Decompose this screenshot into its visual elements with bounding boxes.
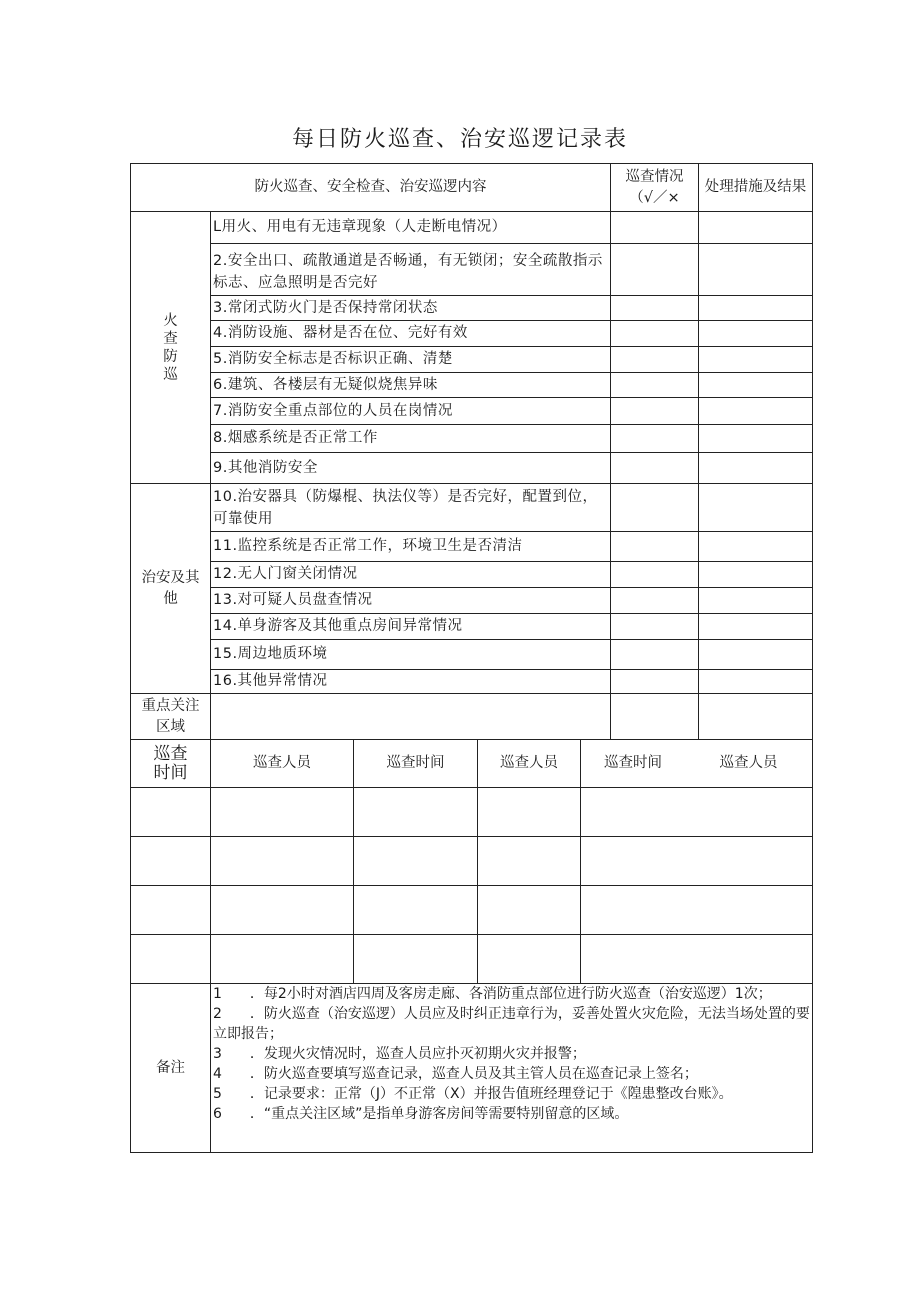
roster-cell[interactable] xyxy=(478,788,581,837)
remark-6: 6 ．“重点关注区域”是指单身游客房间等需要特别留意的区域。 xyxy=(213,1106,629,1122)
security-item-11-measures[interactable] xyxy=(699,532,813,562)
security-item-13-status[interactable] xyxy=(611,588,699,614)
patrol-col-5: 巡查人员 xyxy=(685,740,813,788)
fire-item-5-status[interactable] xyxy=(611,347,699,373)
roster-cell[interactable] xyxy=(581,886,813,935)
roster-cell[interactable] xyxy=(354,935,478,984)
fire-item-9: 9.其他消防安全 xyxy=(211,453,611,484)
fire-item-2-status[interactable] xyxy=(611,244,699,296)
fire-item-4-status[interactable] xyxy=(611,321,699,347)
security-item-15-status[interactable] xyxy=(611,640,699,670)
security-item-11-status[interactable] xyxy=(611,532,699,562)
roster-cell[interactable] xyxy=(581,935,813,984)
security-item-14-measures[interactable] xyxy=(699,614,813,640)
fire-item-7: 7.消防安全重点部位的人员在岗情况 xyxy=(211,398,611,425)
fire-item-8-status[interactable] xyxy=(611,425,699,453)
remark-2: 2 ．防火巡查（治安巡逻）人员应及时纠正违章行为，妥善处置火灾危险，无法当场处置的要立即报告； xyxy=(213,1006,810,1042)
security-item-15-measures[interactable] xyxy=(699,640,813,670)
fire-item-6-measures[interactable] xyxy=(699,373,813,398)
fire-item-7-status[interactable] xyxy=(611,398,699,425)
roster-cell[interactable] xyxy=(211,886,354,935)
roster-cell[interactable] xyxy=(478,935,581,984)
security-item-12-measures[interactable] xyxy=(699,562,813,588)
fire-item-9-status[interactable] xyxy=(611,453,699,484)
roster-cell[interactable] xyxy=(211,788,354,837)
fire-item-3-status[interactable] xyxy=(611,296,699,321)
fire-item-6-status[interactable] xyxy=(611,373,699,398)
fire-item-3: 3.常闭式防火门是否保持常闭状态 xyxy=(211,296,611,321)
patrol-record-table xyxy=(130,163,813,1153)
security-item-14: 14.单身游客及其他重点房间异常情况 xyxy=(211,614,611,640)
remarks-notes xyxy=(211,984,813,1153)
fire-item-5: 5.消防安全标志是否标识正确、清楚 xyxy=(211,347,611,373)
security-item-16: 16.其他异常情况 xyxy=(211,670,611,694)
fire-item-2-measures[interactable] xyxy=(699,244,813,296)
fire-item-4-measures[interactable] xyxy=(699,321,813,347)
header-status: 巡查情况（√／× xyxy=(611,164,699,212)
focus-area-content[interactable] xyxy=(211,694,611,740)
remark-3: 3 ．发现火灾情况时，巡查人员应扑灭初期火灾并报警； xyxy=(213,1046,586,1062)
remark-4: 4 ．防火巡查要填写巡查记录，巡查人员及其主管人员在巡查记录上签名； xyxy=(213,1066,698,1082)
patrol-time-label: 巡查时间 xyxy=(131,740,211,788)
roster-cell[interactable] xyxy=(354,788,478,837)
fire-item-1: L用火、用电有无违章现象（人走断电情况） xyxy=(211,212,611,244)
fire-item-4: 4.消防设施、器材是否在位、完好有效 xyxy=(211,321,611,347)
remark-5: 5 ．记录要求：正常（J）不正常（X）并报告值班经理登记于《隍患整改台账》。 xyxy=(213,1086,733,1102)
fire-item-8: 8.烟感系统是否正常工作 xyxy=(211,425,611,453)
roster-cell[interactable] xyxy=(131,935,211,984)
roster-cell[interactable] xyxy=(354,886,478,935)
patrol-col-2: 巡查时间 xyxy=(354,740,478,788)
roster-cell[interactable] xyxy=(354,837,478,886)
fire-patrol-label-text: 火查防巡 xyxy=(163,312,178,383)
fire-item-6: 6.建筑、各楼层有无疑似烧焦异味 xyxy=(211,373,611,398)
roster-cell[interactable] xyxy=(131,788,211,837)
roster-cell[interactable] xyxy=(581,837,813,886)
patrol-col-4: 巡查时间 xyxy=(581,740,685,788)
fire-item-2: 2.安全出口、疏散通道是否畅通，有无锁闭；安全疏散指示标志、应急照明是否完好 xyxy=(211,244,611,296)
form-title: 每日防火巡查、治安巡逻记录表 xyxy=(291,127,628,152)
header-measures: 处理措施及结果 xyxy=(699,164,813,212)
fire-item-9-measures[interactable] xyxy=(699,453,813,484)
security-item-12: 12.无人门窗关闭情况 xyxy=(211,562,611,588)
patrol-col-1: 巡查人员 xyxy=(211,740,354,788)
remarks-label: 备注 xyxy=(131,984,211,1153)
security-item-15: 15.周边地质环境 xyxy=(211,640,611,670)
fire-item-7-measures[interactable] xyxy=(699,398,813,425)
roster-cell[interactable] xyxy=(478,886,581,935)
roster-cell[interactable] xyxy=(131,886,211,935)
patrol-col-3: 巡查人员 xyxy=(478,740,581,788)
security-item-16-status[interactable] xyxy=(611,670,699,694)
fire-patrol-label xyxy=(131,212,211,484)
security-item-11: 11.监控系统是否正常工作，环境卫生是否清洁 xyxy=(211,532,611,562)
roster-cell[interactable] xyxy=(211,935,354,984)
focus-area-label: 重点关注区域 xyxy=(131,694,211,740)
fire-item-8-measures[interactable] xyxy=(699,425,813,453)
security-item-13-measures[interactable] xyxy=(699,588,813,614)
fire-item-3-measures[interactable] xyxy=(699,296,813,321)
security-item-12-status[interactable] xyxy=(611,562,699,588)
header-content: 防火巡查、安全检查、治安巡逻内容 xyxy=(131,164,611,212)
security-item-10-measures[interactable] xyxy=(699,484,813,532)
security-item-16-measures[interactable] xyxy=(699,670,813,694)
roster-cell[interactable] xyxy=(211,837,354,886)
focus-area-status[interactable] xyxy=(611,694,699,740)
security-item-10: 10.治安器具（防爆棍、执法仪等）是否完好，配置到位，可靠使用 xyxy=(211,484,611,532)
focus-area-measures[interactable] xyxy=(699,694,813,740)
security-item-10-status[interactable] xyxy=(611,484,699,532)
roster-cell[interactable] xyxy=(581,788,813,837)
fire-item-1-status[interactable] xyxy=(611,212,699,244)
roster-cell[interactable] xyxy=(478,837,581,886)
security-item-14-status[interactable] xyxy=(611,614,699,640)
security-label: 治安及其他 xyxy=(131,484,211,694)
remark-1: 1 ．每2小时对酒店四周及客房走廊、各消防重点部位进行防火巡查（治安巡逻）1次； xyxy=(213,986,772,1002)
fire-item-5-measures[interactable] xyxy=(699,347,813,373)
roster-cell[interactable] xyxy=(131,837,211,886)
security-item-13: 13.对可疑人员盘查情况 xyxy=(211,588,611,614)
fire-item-1-measures[interactable] xyxy=(699,212,813,244)
